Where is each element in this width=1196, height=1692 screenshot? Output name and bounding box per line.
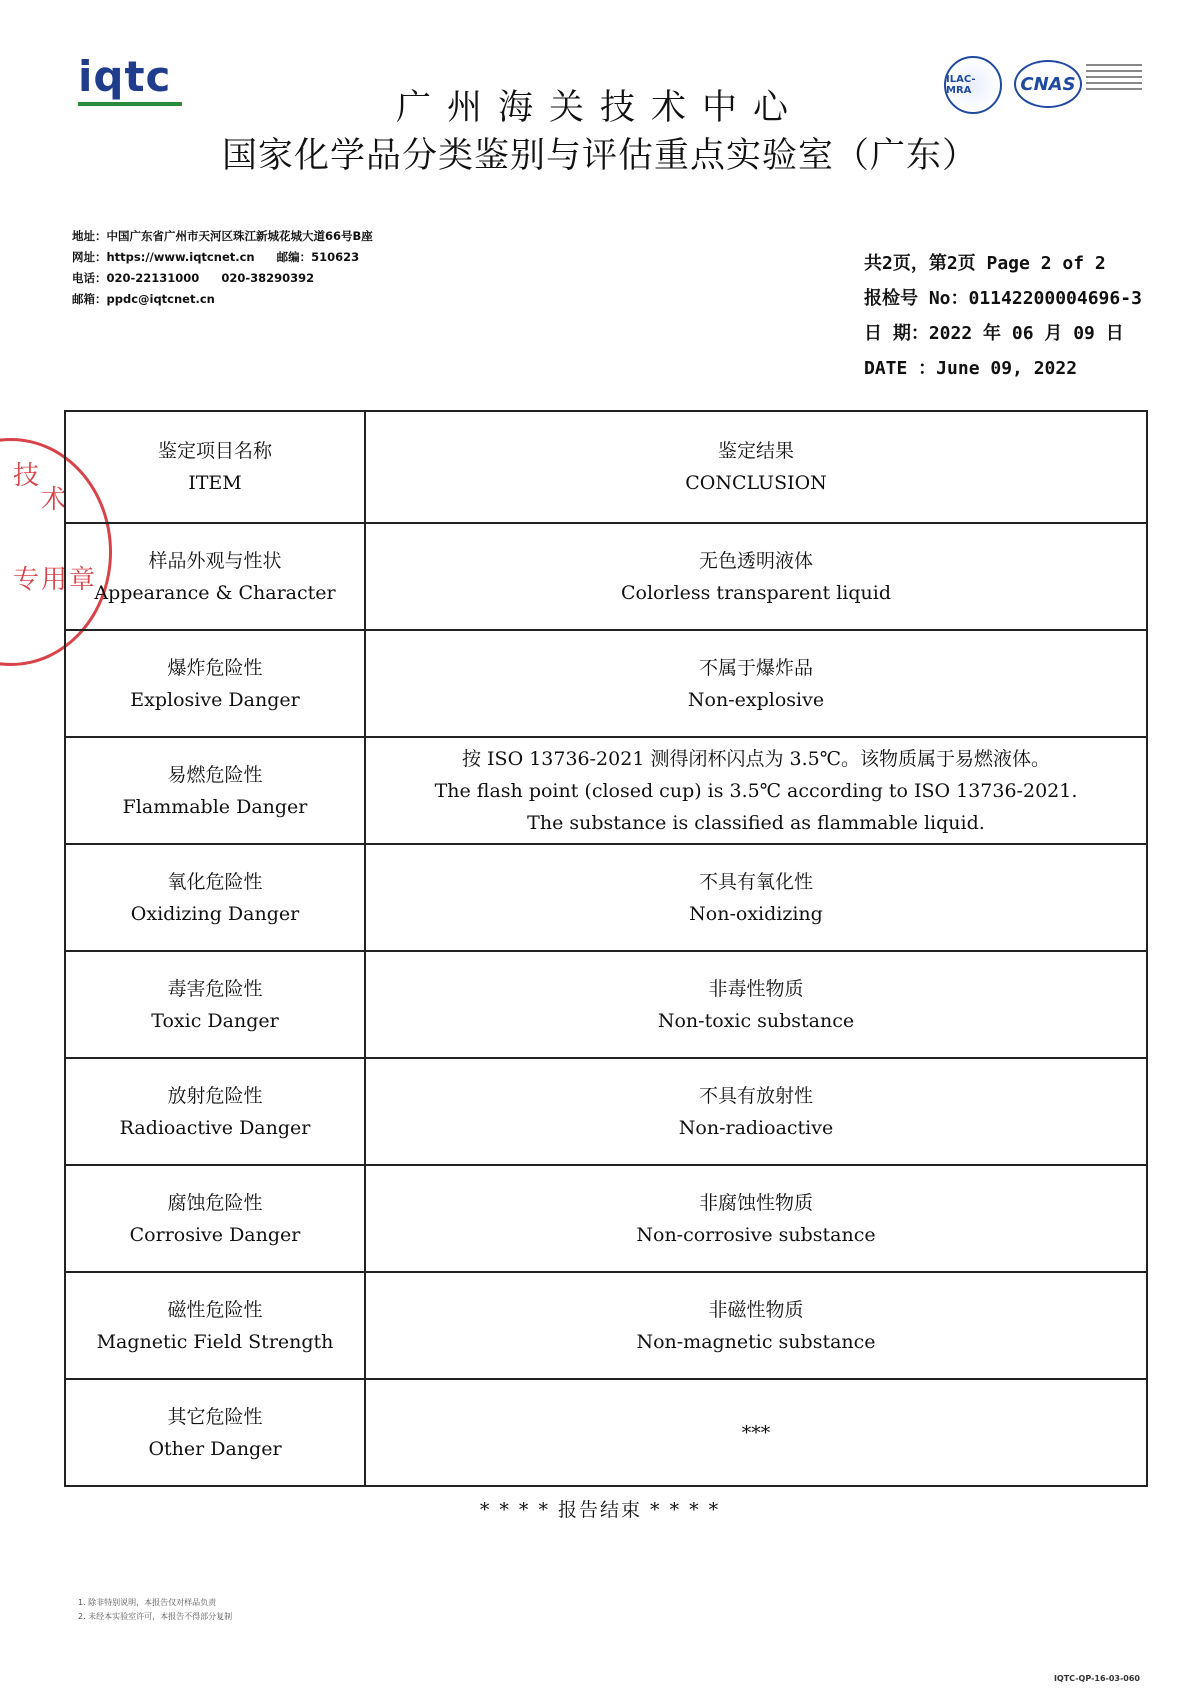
- conclusion-cell: [366, 631, 1146, 736]
- seal-char: 术: [41, 485, 68, 515]
- table-row: [66, 1378, 1146, 1485]
- table-row: [66, 843, 1146, 950]
- item-cell: [66, 845, 366, 950]
- seal-char: 章: [69, 565, 96, 595]
- conclusion-line-2: Non-magnetic substance: [636, 1330, 876, 1353]
- logo-underline: [78, 102, 182, 106]
- item-cell: [66, 631, 366, 736]
- conclusion-line-2: Non-corrosive substance: [636, 1223, 876, 1246]
- seal-char: 专: [13, 565, 40, 595]
- table-row: [66, 736, 1146, 843]
- report-meta: [864, 246, 1164, 386]
- conclusion-header-en: CONCLUSION: [685, 472, 827, 494]
- conclusion-line-1: 非毒性物质: [708, 977, 804, 1000]
- cnas-logo: CNAS: [1014, 60, 1082, 108]
- item-header-cn: 鉴定项目名称: [157, 440, 272, 462]
- report-number: 报检号 No：01142200004696-3: [864, 288, 1142, 309]
- item-header-cell: [66, 412, 366, 522]
- website-line: [72, 247, 492, 268]
- table-header-row: [66, 412, 1146, 522]
- conclusion-line-2: Non-oxidizing: [689, 902, 823, 925]
- cnas-fine-print: [1086, 60, 1142, 94]
- item-en: Toxic Danger: [151, 1009, 279, 1032]
- item-cell: [66, 952, 366, 1057]
- conclusion-line-2: Non-explosive: [687, 688, 825, 711]
- conclusion-line-2: Non-toxic substance: [657, 1009, 855, 1032]
- item-cn: 样品外观与性状: [148, 549, 282, 572]
- website: 网址：https://www.iqtcnet.cn: [72, 250, 255, 264]
- institution-title: 广州海关技术中心: [395, 88, 804, 128]
- item-en: Other Danger: [148, 1437, 282, 1460]
- conclusion-header-cn: 鉴定结果: [717, 440, 794, 462]
- conclusion-line-2: Colorless transparent liquid: [621, 581, 891, 604]
- conclusion-cell: [366, 738, 1146, 843]
- results-table: [64, 410, 1148, 1487]
- conclusion-cell: [366, 845, 1146, 950]
- table-row: [66, 629, 1146, 736]
- conclusion-line-1: 按 ISO 13736-2021 测得闭杯闪点为 3.5℃。该物质属于易燃液体。: [462, 747, 1050, 770]
- conclusion-line-2: The flash point (closed cup) is 3.5℃ according to ISO 13736-2021.: [434, 779, 1078, 802]
- item-cn: 其它危险性: [167, 1405, 263, 1428]
- conclusion-line-1: 不属于爆炸品: [698, 656, 813, 679]
- form-code: IQTC-QP-16-03-060: [1053, 1674, 1140, 1683]
- item-en: Magnetic Field Strength: [96, 1330, 334, 1353]
- item-en: Appearance & Character: [94, 581, 336, 604]
- item-header-en: ITEM: [188, 472, 242, 494]
- item-cell: [66, 738, 366, 843]
- item-cn: 氧化危险性: [167, 870, 263, 893]
- conclusion-line-1: 不具有放射性: [698, 1084, 813, 1107]
- logo-text: iqtc: [78, 52, 172, 101]
- footer-note-2: 2. 未经本实验室许可，本报告不得部分复制: [78, 1612, 233, 1621]
- table-row: [66, 522, 1146, 629]
- item-en: Radioactive Danger: [119, 1116, 311, 1139]
- item-en: Flammable Danger: [122, 795, 308, 818]
- accreditation-marks: [944, 56, 1144, 116]
- conclusion-header-cell: [366, 412, 1146, 522]
- page-indicator: 共2页，第2页 Page 2 of 2: [864, 253, 1106, 274]
- conclusion-line-1: 非磁性物质: [708, 1298, 804, 1321]
- conclusion-line-3: The substance is classified as flammable liquid.: [527, 811, 985, 834]
- conclusion-line-2: Non-radioactive: [678, 1116, 834, 1139]
- phone-2: 020-38290392: [221, 271, 315, 285]
- footer-note-1: 1. 除非特别说明，本报告仅对样品负责: [78, 1598, 217, 1607]
- contact-block: [72, 226, 492, 310]
- item-cn: 易燃危险性: [167, 763, 263, 786]
- item-cn: 毒害危险性: [167, 977, 263, 1000]
- postcode: 邮编：510623: [276, 250, 360, 264]
- item-cn: 磁性危险性: [167, 1298, 263, 1321]
- iqtc-logo: [78, 52, 188, 112]
- ilac-mra-logo: ILAC-MRA: [944, 56, 1002, 114]
- date-en: DATE ：June 09, 2022: [864, 358, 1078, 379]
- email-line: 邮箱：ppdc@iqtcnet.cn: [72, 292, 215, 306]
- conclusion-line-1: ***: [741, 1421, 771, 1444]
- item-cell: [66, 1059, 366, 1164]
- conclusion-cell: [366, 952, 1146, 1057]
- lab-title: 国家化学品分类鉴别与评估重点实验室（广东）: [221, 136, 978, 176]
- item-cn: 腐蚀危险性: [167, 1191, 263, 1214]
- date-cn: 日 期：2022 年 06 月 09 日: [864, 323, 1124, 344]
- table-row: [66, 1057, 1146, 1164]
- table-row: [66, 1271, 1146, 1378]
- conclusion-cell: [366, 1273, 1146, 1378]
- seal-char: 用: [41, 565, 68, 595]
- item-cell: [66, 1380, 366, 1485]
- footer-notes: [78, 1596, 438, 1624]
- phone-line: [72, 268, 492, 289]
- conclusion-line-1: 非腐蚀性物质: [698, 1191, 813, 1214]
- item-cell: [66, 524, 366, 629]
- seal-char: 技: [13, 461, 40, 491]
- conclusion-line-1: 无色透明液体: [698, 549, 813, 572]
- item-en: Explosive Danger: [130, 688, 300, 711]
- item-en: Corrosive Danger: [129, 1223, 301, 1246]
- conclusion-line-1: 不具有氧化性: [698, 870, 813, 893]
- table-row: [66, 1164, 1146, 1271]
- conclusion-cell: [366, 1380, 1146, 1485]
- table-row: [66, 950, 1146, 1057]
- item-en: Oxidizing Danger: [130, 902, 300, 925]
- address-line: 地址：中国广东省广州市天河区珠江新城花城大道66号B座: [72, 229, 373, 243]
- item-cn: 爆炸危险性: [167, 656, 263, 679]
- phone-1: 电话：020-22131000: [72, 271, 200, 285]
- report-end-marker: * * * * 报告结束 * * * *: [479, 1499, 721, 1521]
- item-cell: [66, 1273, 366, 1378]
- conclusion-cell: [366, 1166, 1146, 1271]
- conclusion-cell: [366, 524, 1146, 629]
- item-cell: [66, 1166, 366, 1271]
- item-cn: 放射危险性: [167, 1084, 263, 1107]
- conclusion-cell: [366, 1059, 1146, 1164]
